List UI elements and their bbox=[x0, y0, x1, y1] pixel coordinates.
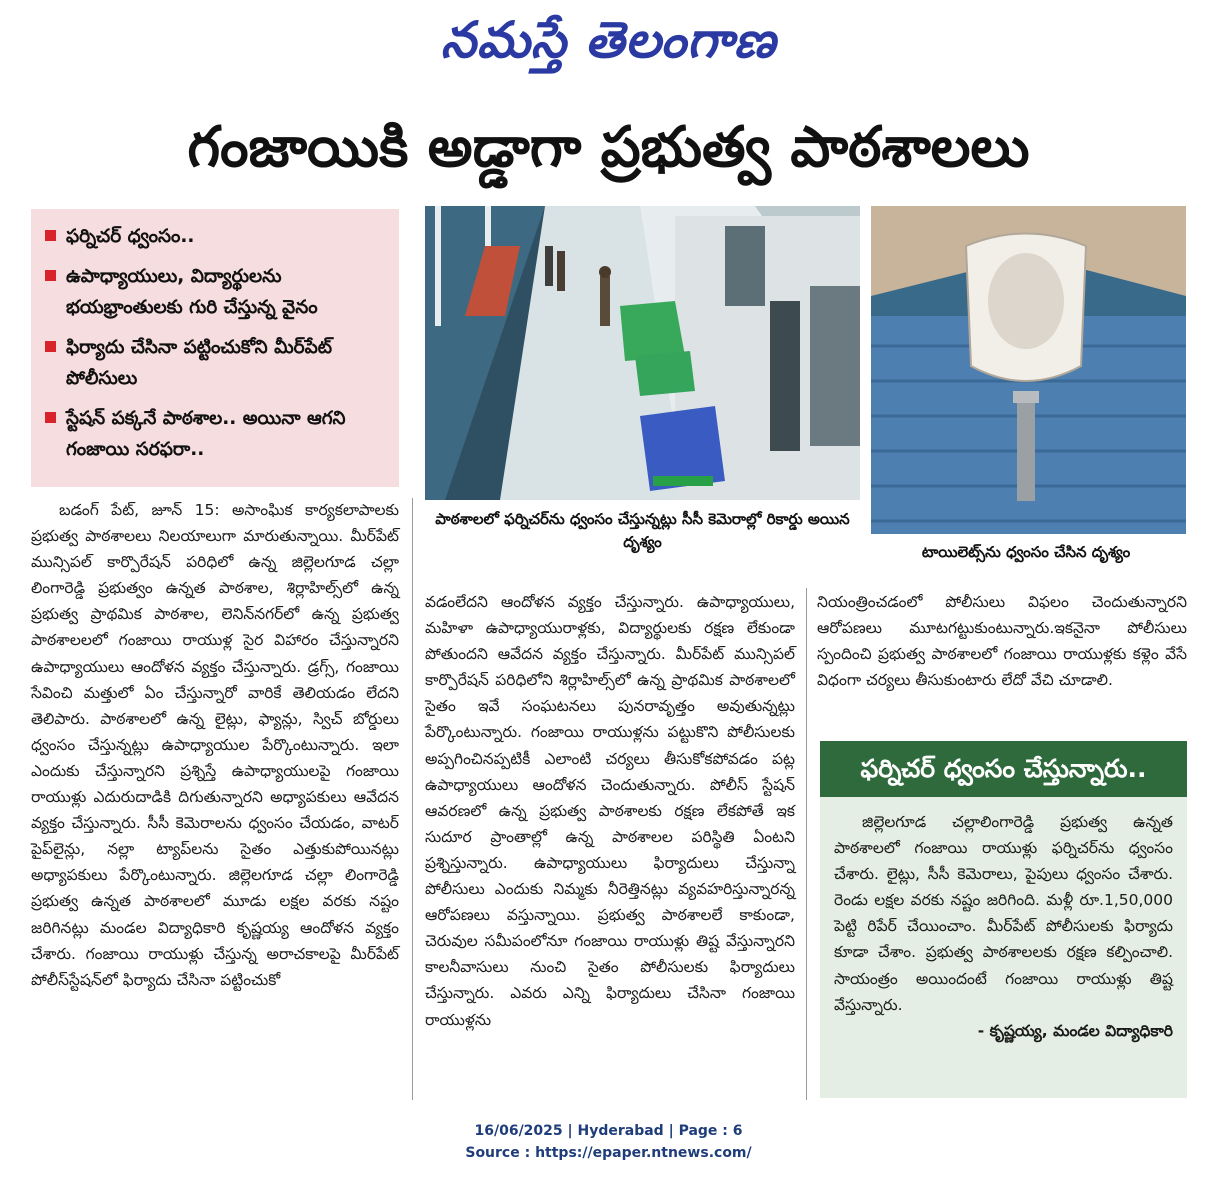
article-column-1 bbox=[31, 497, 399, 993]
sidebar-box-attribution: - కృష్ణయ్య, మండల విద్యాధికారి bbox=[977, 1021, 1173, 1040]
highlight-text: ఫర్నిచర్ ధ్వంసం.. bbox=[66, 226, 195, 247]
article-paragraph: నియంత్రించడంలో పోలీసులు విఫలం చెందుతున్నారని ఆరోపణలు మూటగట్టుకుంటున్నారు.ఇకనైనా పోలీసులు స్పందించి ప్రభుత్వ పాఠశాలలో గంజాయి రాయుళ్లకు కళ్లెం వేసే విధంగా చర్యలు తీసుకుంటారు లేదో వేచి చూడాలి. bbox=[817, 593, 1187, 690]
highlight-text: ఉపాధ్యాయులు, విద్యార్థులను భయభ్రాంతులకు గురి చేస్తున్న వైనం bbox=[66, 266, 318, 318]
sidebar-box bbox=[820, 797, 1187, 1098]
article-column-3 bbox=[817, 589, 1187, 693]
square-bullet-icon bbox=[45, 412, 56, 423]
square-bullet-icon bbox=[45, 341, 56, 352]
article-column-2 bbox=[425, 589, 795, 1033]
column-divider bbox=[806, 588, 807, 1100]
highlight-item bbox=[45, 261, 389, 323]
sidebar-box-body: జిల్లెలగూడ చల్లాలింగారెడ్డి ప్రభుత్వ ఉన్నత పాఠశాలలో గంజాయి రాయుళ్లు ఫర్నిచర్‌ను ధ్వంసం చేశారు. లైట్లు, సీసీ కెమెరాలు, పైపులు ధ్వంసం చేశారు. రెండు లక్షల వరకు నష్టం జరిగింది. మళ్లీ రూ.1,50,000 పెట్టి రిపేర్ చేయించాం. మీర్‌పేట్ పోలీసులకు ఫిర్యాదు కూడా చేశాం. ప్రభుత్వ పాఠశాలలకు రక్షణ కల్పించాలి. సాయంత్రం అయిందంటే గంజాయి రాయుళ్లు తిష్ట వేస్తున్నారు. bbox=[834, 813, 1173, 1014]
highlight-text: ఫిర్యాదు చేసినా పట్టించుకోని మీర్‌పేట్ పోలీసులు bbox=[66, 337, 333, 389]
page-headline: గంజాయికి అడ్డాగా ప్రభుత్వ పాఠశాలలు bbox=[187, 115, 1030, 180]
photo2-caption: టాయిలెట్స్‌ను ధ్వంసం చేసిన దృశ్యం bbox=[921, 543, 1131, 561]
broken-toilet-photo bbox=[871, 206, 1186, 534]
highlight-item bbox=[45, 332, 389, 394]
masthead-logo: నమస్తే తెలంగాణ bbox=[440, 10, 777, 69]
article-paragraph: వడంలేదని ఆందోళన వ్యక్తం చేస్తున్నారు. ఉపాధ్యాయులు, మహిళా ఉపాధ్యాయురాళ్లకు, విద్యార్థులకు రక్షణ లేకుండా పోతుందని ఆవేదన వ్యక్తం చేస్తున్నారు. మీర్‌పేట్ మున్సిపల్ కార్పొరేషన్ పరిధిలోని శిర్లాహిల్స్‌లో ఉన్న ప్రాథమిక పాఠశాలలో సైతం ఇవే సంఘటనలు పునరావృత్తం అవుతున్నట్లు పేర్కొంటున్నారు. గంజాయి రాయుళ్లను పట్టుకొని పోలీసులకు అప్పగించినప్పటికీ ఎలాంటి చర్యలు తీసుకోకపోవడం పట్ల ఉపాధ్యాయులు ఆందోళన చెందుతున్నారు. పోలీస్ స్టేషన్ ఆవరణలో ఉన్న ప్రభుత్వ పాఠశాలకు రక్షణ లేకపోతే ఇక సుదూర ప్రాంతాల్లో ఉన్న పాఠశాలల పరిస్థితి ఏంటని ప్రశ్నిస్తున్నారు. ఉపాధ్యాయులు ఫిర్యాదులు చేస్తున్నా పోలీసులు ఎందుకు నిమ్మకు నీరెత్తినట్లు వ్యవహరిస్తున్నారన్న ఆరోపణలు వస్తున్నాయి. ప్రభుత్వ పాఠశాలలే కాకుండా, చెరువుల సమీపంలోనూ గంజాయి రాయుళ్లు తిష్ట వేస్తున్నారని కాలనీవాసులు నుంచి సైతం పోలీసులకు ఫిర్యాదులు చేస్తున్నారు. ఎవరు ఎన్ని ఫిర్యాదులు చేసినా గంజాయి రాయుళ్లను bbox=[425, 593, 795, 1029]
highlight-item bbox=[45, 403, 389, 465]
square-bullet-icon bbox=[45, 230, 56, 241]
highlights-box bbox=[31, 209, 399, 487]
highlight-text: స్టేషన్ పక్కనే పాఠశాల.. అయినా ఆగని గంజాయి సరఫరా.. bbox=[66, 408, 346, 460]
footer-date-page: 16/06/2025 | Hyderabad | Page : 6 bbox=[474, 1123, 743, 1139]
sidebar-box-title: ఫర్నిచర్ ధ్వంసం చేస్తున్నారు.. bbox=[820, 741, 1187, 797]
column-divider bbox=[412, 498, 413, 1100]
photo1-caption: పాఠశాలలో ఫర్నిచర్‌ను ధ్వంసం చేస్తున్నట్లు సీసీ కెమెరాల్లో రికార్డు అయిన దృశ్యం bbox=[435, 510, 850, 551]
square-bullet-icon bbox=[45, 270, 56, 281]
footer-source-link[interactable]: Source : https://epaper.ntnews.com/ bbox=[465, 1145, 752, 1161]
highlight-item bbox=[45, 221, 389, 252]
cctv-corridor-photo bbox=[425, 206, 860, 500]
article-paragraph: బడంగ్ పేట్, జూన్ 15: అసాంఘిక కార్యకలాపాలకు ప్రభుత్వ పాఠశాలలు నిలయాలుగా మారుతున్నాయి. మీర్‌పేట్ మున్సిపల్ కార్పొరేషన్ పరిధిలో ఉన్న జిల్లెలగూడ చల్లా లింగారెడ్డి ప్రభుత్వం ఉన్నత పాఠశాల, శిర్లాహిల్స్‌లో ఉన్న ప్రభుత్వ ప్రాథమిక పాఠశాల, లెనిన్‌నగర్‌లో ఉన్న ప్రభుత్వ పాఠశాలలలో గంజాయి రాయుళ్ల సైర విహారం చేస్తున్నారని ఉపాధ్యాయులు ఆందోళన వ్యక్తం చేస్తున్నారు. డ్రగ్స్, గంజాయి సేవించి మత్తులో ఏం చేస్తున్నారో వారికే తెలియడం లేదని తెలిపారు. పాఠశాలలో ఉన్న లైట్లు, ఫ్యాన్లు, స్విచ్ బోర్డులు ధ్వంసం చేస్తున్నట్లు ఉపాధ్యాయుల పేర్కొంటున్నారు. ఇలా ఎందుకు చేస్తున్నారని ప్రశ్నిస్తే ఉపాధ్యాయులపై గంజాయి రాయుళ్లు ఎదురుదాడికి దిగుతున్నారని అధ్యాపకులు ఆవేదన వ్యక్తం చేస్తున్నారు. సీసీ కెమెరాలను ధ్వంసం చేయడం, వాటర్ పైప్‌లైన్లు, నల్లా ట్యాప్‌లను సైతం ఎత్తుకుపోయినట్లు అధ్యాపకులు పేర్కొంటున్నారు. జిల్లెలగూడ చల్లా లింగారెడ్డి ప్రభుత్వ ఉన్నత పాఠశాలలో మూడు లక్షల వరకు నష్టం జరిగినట్లు మండల విద్యాధికారి కృష్ణయ్య ఆందోళన వ్యక్తం చేశారు. గంజాయి రాయుళ్లు చేస్తున్న అరాచకాలపై మీర్‌పేట్ పోలీస్‌స్టేషన్‌లో ఫిర్యాదు చేసినా పట్టించుకో bbox=[31, 501, 399, 989]
